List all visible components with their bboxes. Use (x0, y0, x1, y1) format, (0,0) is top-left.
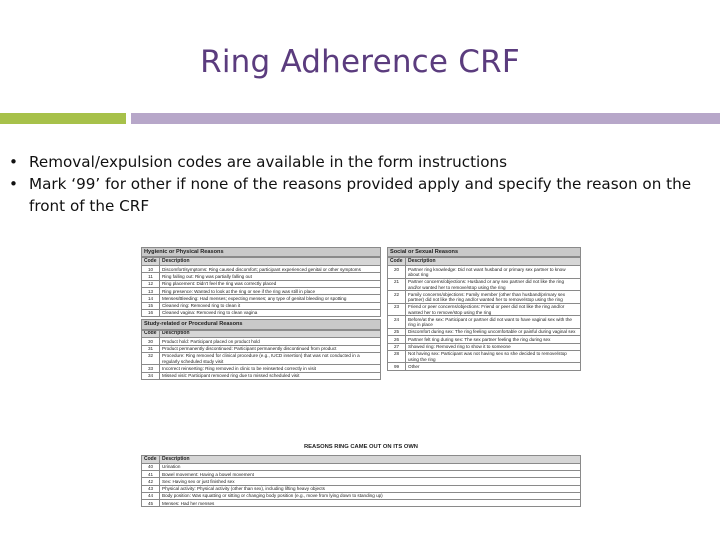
table-row (142, 345, 381, 352)
own-heading: REASONS RING CAME OUT ON ITS OWN (303, 444, 418, 450)
code-cell: 16 (142, 309, 160, 316)
col-code-header: Code (142, 258, 160, 266)
own-table (141, 455, 581, 507)
social-table (387, 257, 581, 370)
description-cell: Cleaned ring: Removed ring to clean it (160, 302, 381, 309)
description-cell: Incorrect reinserting: Ring removed in clinic to be reinserted correctly in visit (160, 365, 381, 372)
hygienic-table (141, 257, 381, 317)
code-cell: 12 (142, 280, 160, 287)
bullet-item (8, 173, 713, 217)
description-cell: Friend or peer concerns/objections: Friend or peer did not like the ring and/or wanted her to remove/stop using the ring (406, 303, 581, 316)
code-cell: 15 (142, 302, 160, 309)
table-row (142, 478, 581, 485)
table-row (388, 363, 581, 370)
description-cell: Procedure: Ring removed for clinical procedure (e.g., IUCD insertion) that was not conducted in a regularly scheduled study visit (160, 352, 381, 365)
table-header-row (142, 456, 581, 464)
code-cell: 10 (142, 266, 160, 273)
table-row (142, 266, 381, 273)
table-row (142, 302, 381, 309)
code-cell: 21 (388, 278, 406, 291)
description-cell: Sex: Having sex or just finished sex (160, 478, 581, 485)
code-cell: 32 (142, 352, 160, 365)
study-table (141, 330, 381, 380)
bullet-icon: • (9, 153, 18, 171)
table-row (388, 328, 581, 335)
table-row (142, 500, 581, 507)
code-cell: 13 (142, 288, 160, 295)
col-code-header: Code (142, 456, 160, 464)
table-header-row (142, 330, 381, 338)
table-row (388, 316, 581, 329)
table-row (388, 266, 581, 279)
code-cell: 22 (388, 291, 406, 304)
code-cell: 42 (142, 478, 160, 485)
description-cell: Body position: Was squatting or sitting or changing body position (e.g., move from lying down to standing up) (160, 492, 581, 499)
col-code-header: Code (142, 330, 160, 338)
col-desc-header: Description (406, 258, 581, 266)
title-underline-purple (131, 113, 720, 124)
bullet-text: Removal/expulsion codes are available in the form instructions (29, 153, 508, 171)
bullet-icon: • (9, 175, 18, 193)
code-cell: 23 (388, 303, 406, 316)
code-cell: 14 (142, 295, 160, 302)
description-cell: Product hold: Participant placed on product hold (160, 338, 381, 345)
code-cell: 31 (142, 345, 160, 352)
crf-codes-image (141, 247, 581, 537)
table-header-row (388, 258, 581, 266)
table-row (142, 463, 581, 470)
description-cell: Not having sex: Participant was not having sex so she decided to remove/stop using the ring (406, 350, 581, 363)
table-row (142, 295, 381, 302)
code-cell: 25 (388, 328, 406, 335)
description-cell: Cleaned vagina: Removed ring to clean vagina (160, 309, 381, 316)
description-cell: Discomfort during sex: The ring feeling uncomfortable or painful during vaginal sex (406, 328, 581, 335)
code-cell: 33 (142, 365, 160, 372)
table-row (142, 372, 381, 379)
table-row (142, 485, 581, 492)
description-cell: Partner felt ring during sex: The sex partner feeling the ring during sex (406, 336, 581, 343)
code-cell: 27 (388, 343, 406, 350)
table-row (142, 471, 581, 478)
table-row (142, 280, 381, 287)
code-cell: 24 (388, 316, 406, 329)
description-cell: Missed visit: Participant removed ring due to missed scheduled visit (160, 372, 381, 379)
table-row (142, 352, 381, 365)
description-cell: Partner concerns/objections: Husband or any sex partner did not like the ring and/or wanted her to remove/stop using the ring (406, 278, 581, 291)
code-cell: 26 (388, 336, 406, 343)
description-cell: Product permanently discontinued: Participant permanently discontinued from product (160, 345, 381, 352)
description-cell: Ring falling out: Ring was partially falling out (160, 273, 381, 280)
code-cell: 28 (388, 350, 406, 363)
social-heading: Social or Sexual Reasons (387, 247, 581, 257)
left-code-tables (141, 247, 381, 380)
description-cell: Menses/Bleeding: Had menses; expecting menses; any type of genital bleeding or spotting (160, 295, 381, 302)
code-cell: 41 (142, 471, 160, 478)
own-code-table-wrap (141, 455, 581, 507)
description-cell: Urination (160, 463, 581, 470)
table-row (142, 273, 381, 280)
table-row (388, 336, 581, 343)
title-underline-green (0, 113, 126, 124)
bullet-text: Mark ‘99’ for other if none of the reasons provided apply and specify the reason on the front of the CRF (29, 175, 692, 215)
description-cell: Before/at the sex: Participant or partner did not want to have vaginal sex with the ring in place (406, 316, 581, 329)
description-cell: Partner ring knowledge: Did not want husband or primary sex partner to know about ring (406, 266, 581, 279)
code-cell: 34 (142, 372, 160, 379)
code-cell: 43 (142, 485, 160, 492)
description-cell: Ring presence: Wanted to look at the ring or see if the ring was still in place (160, 288, 381, 295)
code-cell: 11 (142, 273, 160, 280)
col-desc-header: Description (160, 330, 381, 338)
bullet-item (8, 151, 713, 173)
table-header-row (142, 258, 381, 266)
description-cell: Showed ring: Removed ring to show it to someone (406, 343, 581, 350)
table-row (142, 365, 381, 372)
code-cell: 20 (388, 266, 406, 279)
table-row (388, 291, 581, 304)
description-cell: Other (406, 363, 581, 370)
table-row (388, 278, 581, 291)
hygienic-heading: Hygienic or Physical Reasons (141, 247, 381, 257)
bullet-list (8, 151, 713, 217)
table-row (142, 338, 381, 345)
description-cell: Bowel movement: Having a bowel movement (160, 471, 581, 478)
table-row (142, 288, 381, 295)
table-row (142, 492, 581, 499)
description-cell: Physical activity: Physical activity (other than sex), including lifting heavy objects (160, 485, 581, 492)
description-cell: Ring placement: Didn't feel the ring was correctly placed (160, 280, 381, 287)
slide-title: Ring Adherence CRF (200, 44, 520, 80)
code-cell: 30 (142, 338, 160, 345)
table-row (388, 303, 581, 316)
description-cell: Discomfort/symptoms: Ring caused discomfort; participant experienced genital or other symptoms (160, 266, 381, 273)
code-cell: 40 (142, 463, 160, 470)
col-desc-header: Description (160, 456, 581, 464)
code-cell: 99 (388, 363, 406, 370)
table-row (388, 343, 581, 350)
code-cell: 44 (142, 492, 160, 499)
table-row (142, 309, 381, 316)
right-code-table (387, 247, 581, 371)
col-code-header: Code (388, 258, 406, 266)
study-heading: Study-related or Procedural Reasons (141, 319, 381, 329)
col-desc-header: Description (160, 258, 381, 266)
description-cell: Menses: Had her menses (160, 500, 581, 507)
description-cell: Family concerns/objections: Family member (other than husband/primary sex partner) did not like the ring and/or wanted her to remove/stop using the ring (406, 291, 581, 304)
code-cell: 45 (142, 500, 160, 507)
table-row (388, 350, 581, 363)
